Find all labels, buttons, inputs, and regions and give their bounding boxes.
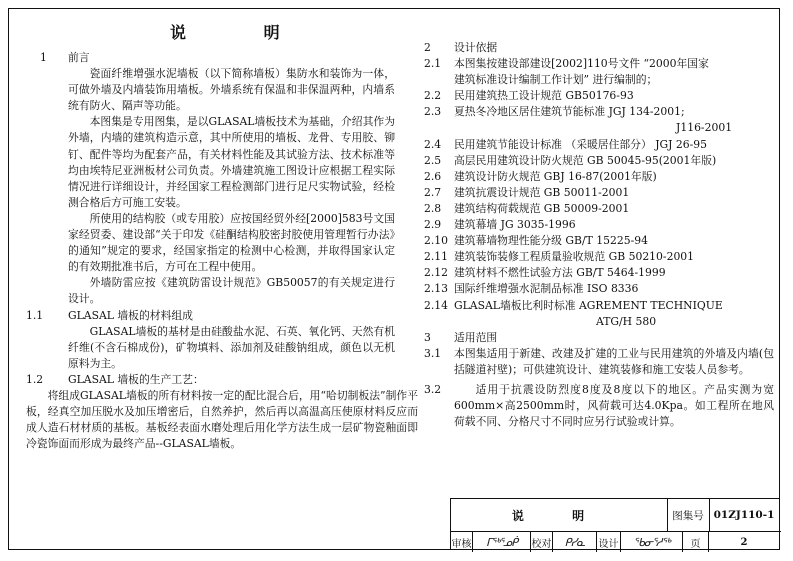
title-block	[450, 498, 780, 550]
paragraph-materials: GLASAL墙板的基材是由硅酸盐水泥、石英、氧化钙、天然有机纤维(不含石棉成份)，矿物填料、添加剂及硅酸钠组成，颜色以无机原料为主。	[68, 324, 395, 370]
list-item	[424, 233, 774, 249]
list-item	[424, 281, 774, 297]
list-item	[424, 104, 774, 136]
paragraph-atlas: 本图集是专用图集，是以GLASAL墙板技术为基础，介绍其作为外墙，内墙的建筑构造示意，其中所使用的墙板、龙骨、专用胶、铆钉、配件等均为配套产品，有关材料性能及其试验方法、技术标准等均由埃特尼亚洲板材公司负责。外墙建筑施工图设计应根据工程实际情况进行详细设计，并经国家工程检测部门进行足尺实物试验，经检测合格后方可施工安装。	[68, 115, 395, 209]
section-number: 1.2	[26, 372, 44, 386]
list-item	[424, 298, 774, 330]
paragraph-intro: 瓷面纤维增强水泥墙板（以下简称墙板）集防水和装饰为一体，可做外墙及内墙装饰用墙板。外墙系统有保温和非保温两种，内墙系统有防火、隔声等功能。	[68, 67, 395, 113]
page-number: 2	[740, 536, 748, 548]
section-title: 前言	[68, 51, 90, 64]
section-title: GLASAL 墙板的生产工艺：	[68, 372, 204, 386]
list-item	[424, 169, 774, 185]
item-text: 建筑幕墙物理性能分级 GB/T 15225-94	[454, 234, 648, 248]
item-text: 建筑结构荷载规范 GB 50009-2001	[454, 201, 630, 215]
section-1-heading	[40, 50, 395, 66]
item-number: 2.10	[424, 234, 449, 248]
item-text: 建筑幕墙 JG 3035-1996	[454, 218, 576, 232]
section-title: 设计依据	[454, 41, 498, 54]
item-number: 2.8	[424, 201, 442, 215]
item-text: GLASAL墙板比利时标准 AGREMENT TECHNIQUE	[454, 298, 723, 312]
item-number: 2.5	[424, 153, 442, 167]
list-item	[424, 346, 774, 378]
section-number: 1.1	[26, 308, 44, 322]
section-2-heading	[424, 40, 774, 56]
item-text: 夏热冬冷地区居住建筑节能标准 JGJ 134-2001;	[454, 105, 685, 119]
paragraph-process: 将组成GLASAL墙板的所有材料按一定的配比混合后，用“哈切制板法”制作平板，经真空加压脱水及加压增密后，自然养护，然后再以高温高压使原材料反应而成人造石材材质的基板。基板经表面水磨处理后用化学方法生成一层矿物瓷釉面即冷瓷饰面而形成为最终产品--GLASAL墙板。	[26, 388, 418, 451]
item-continuation: ATG/H 580	[596, 314, 657, 328]
review-label: 审核	[451, 532, 473, 552]
item-number: 3.1	[424, 346, 442, 360]
item-number: 2.2	[424, 89, 442, 103]
item-text: 适用于抗震设防烈度8度及8度以下的地区。产品实测为宽600mm×高2500mm时，风荷载可达4.0Kpa。如工程所在地风荷载不同、分格尺寸不同时应另行试验或计算。	[454, 382, 774, 429]
paragraph-lightning: 外墙防雷应按《建筑防雷设计规范》GB50057的有关规定进行设计。	[68, 276, 395, 306]
atlas-number: 01ZJ110-1	[713, 509, 775, 521]
list-item	[424, 185, 774, 201]
section-number: 1	[40, 51, 47, 64]
section-number: 2	[424, 41, 431, 54]
page-label: 页	[683, 532, 709, 552]
atlas-number-label: 图集号	[667, 499, 710, 531]
title-block-name: 说 明	[451, 499, 668, 531]
check-label: 校对	[531, 532, 553, 552]
item-number: 2.9	[424, 218, 442, 232]
item-number: 2.7	[424, 185, 442, 199]
list-item	[424, 201, 774, 217]
section-3-heading	[424, 330, 774, 346]
item-text: 高层民用建筑设计防火规范 GB 50045-95(2001年版)	[454, 153, 717, 167]
right-column	[424, 40, 774, 430]
checker-signature: ᑭᓯᓇ	[553, 532, 597, 552]
list-item	[424, 265, 774, 281]
list-item	[424, 137, 774, 153]
list-item	[424, 153, 774, 169]
item-number: 2.1	[424, 57, 442, 71]
list-item	[424, 382, 774, 430]
item-number: 2.13	[424, 282, 449, 296]
list-item	[424, 88, 774, 104]
item-text: 民用建筑节能设计标准 （采暖居住部分） JGJ 26-95	[454, 137, 708, 151]
list-item	[424, 56, 774, 88]
reviewer-signature: ᒥᖅᕐᓄᑮ	[473, 532, 531, 552]
item-number: 2.3	[424, 105, 442, 119]
designer-signature: ᖃᓂᕐᓱᖅ	[621, 532, 683, 552]
signature-row	[451, 531, 781, 552]
item-text: 建筑设计防火规范 GBJ 16-87(2001年版)	[454, 169, 657, 183]
item-continuation: J116-2001	[676, 121, 733, 135]
item-text: 本图集按建设部建设[2002]110号文件 “2000年国家	[454, 57, 709, 71]
list-item	[424, 249, 774, 265]
item-text: 国际纤维增强水泥制品标准 ISO 8336	[454, 282, 639, 296]
item-number: 2.12	[424, 266, 449, 280]
design-label: 设计	[597, 532, 621, 552]
list-item	[424, 217, 774, 233]
item-number: 2.11	[424, 250, 449, 264]
item-number: 3.2	[424, 382, 442, 396]
page-title: 说 明	[170, 23, 316, 42]
item-text: 建筑装饰装修工程质量验收规范 GB 50210-2001	[454, 250, 695, 264]
paragraph-adhesive: 所使用的结构胶（或专用胶）应按国经贸外经[2000]583号文国家经贸委、建设部“关于印发《硅酮结构胶密封胶使用管理暂行办法》的通知”规定的要求，经国家指定的检测中心检测，并取得国家认定的有效期批准书后，方可在工程中使用。	[68, 211, 395, 274]
section-number: 3	[424, 330, 431, 344]
item-continuation: 建筑标准设计编制工作计划” 进行编制的；	[454, 73, 658, 87]
item-text: 本图集适用于新建、改建及扩建的工业与民用建筑的外墙及内墙(包括隧道衬壁)；可供建筑设计、建筑装修和施工安装人员参考。	[454, 346, 774, 376]
section-1-1-heading	[26, 308, 395, 324]
item-number: 2.14	[424, 298, 449, 312]
item-text: 民用建筑热工设计规范 GB50176-93	[454, 89, 634, 103]
section-1-2-heading	[26, 372, 395, 388]
item-text: 建筑抗震设计规范 GB 50011-2001	[454, 185, 630, 199]
item-text: 建筑材料不燃性试验方法 GB/T 5464-1999	[454, 266, 666, 280]
section-title: 适用范围	[454, 330, 498, 344]
section-title: GLASAL 墙板的材料组成	[68, 308, 193, 322]
left-column	[26, 50, 418, 452]
item-number: 2.4	[424, 137, 442, 151]
item-number: 2.6	[424, 169, 442, 183]
